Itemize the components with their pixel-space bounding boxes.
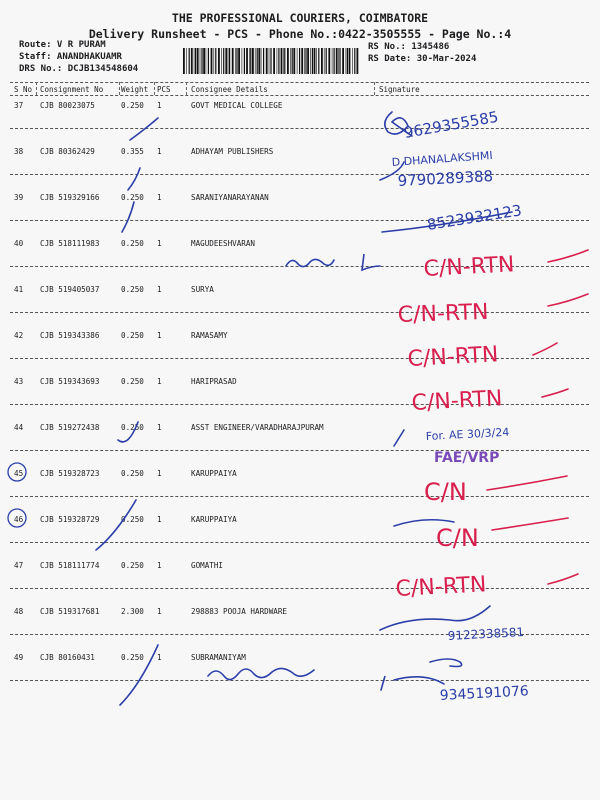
barcode-bar	[316, 48, 317, 74]
rtn-mark: C/N-RTN	[395, 572, 487, 602]
barcode-bar	[238, 48, 240, 74]
col-divider	[374, 82, 375, 95]
serial-number: 43	[14, 377, 24, 386]
handwritten-phone: 9629355585	[402, 107, 500, 142]
pieces-count: 1	[157, 561, 162, 570]
row-divider	[10, 404, 589, 405]
consignment-number: CJB 519328729	[40, 515, 100, 524]
barcode-bar	[293, 48, 295, 74]
barcode-bar	[229, 48, 230, 74]
serial-number: 38	[14, 147, 24, 156]
col-divider	[36, 82, 37, 95]
barcode-bar	[290, 48, 291, 74]
barcode-bar	[228, 48, 229, 74]
row-divider	[10, 450, 589, 451]
barcode-bar	[255, 48, 256, 74]
barcode-bar	[326, 48, 327, 74]
row-divider	[10, 542, 589, 543]
header-rule-bottom	[10, 95, 589, 96]
barcode-bar	[312, 48, 313, 74]
pieces-count: 1	[157, 423, 162, 432]
consignee-name: MAGUDEESHVARAN	[191, 239, 256, 248]
consignment-number: CJB 518111774	[40, 561, 100, 570]
company-title: THE PROFESSIONAL COURIERS, COIMBATORE	[171, 11, 429, 25]
handwritten-note: For. AE 30/3/24	[425, 425, 510, 443]
barcode-bar	[324, 48, 325, 74]
consignment-number: CJB 80160431	[40, 653, 95, 662]
pieces-count: 1	[157, 331, 162, 340]
barcode-bar	[194, 48, 195, 74]
barcode-bar	[318, 48, 319, 74]
weight-value: 2.300	[121, 607, 144, 616]
office-stamp: FAE/VRP	[434, 450, 500, 466]
barcode-bar	[336, 48, 338, 74]
barcode-bar	[283, 48, 284, 74]
runsheet-subtitle: Delivery Runsheet - PCS - Phone No.:0422-3505555 - Page No.:4	[88, 27, 512, 41]
barcode-bar	[186, 48, 187, 74]
barcode	[183, 48, 361, 74]
pieces-count: 1	[157, 469, 162, 478]
handwritten-phone: 9345191076	[439, 683, 530, 704]
column-header-sno: S No	[14, 85, 33, 94]
barcode-bar	[349, 48, 351, 74]
barcode-bar	[357, 48, 359, 74]
table-row	[0, 561, 600, 607]
barcode-bar	[270, 48, 271, 74]
consignee-name: ASST ENGINEER/VARADHARAJPURAM	[191, 423, 324, 432]
table-row	[0, 515, 600, 561]
barcode-bar	[183, 48, 185, 74]
serial-number: 47	[14, 561, 24, 570]
consignment-number: CJB 519329166	[40, 193, 100, 202]
row-divider	[10, 680, 589, 681]
barcode-bar	[277, 48, 278, 74]
handwritten-phone: 9122338581	[447, 625, 525, 643]
row-divider	[10, 266, 589, 267]
consignee-name: GOVT MEDICAL COLLEGE	[191, 101, 283, 110]
serial-number: 48	[14, 607, 24, 616]
barcode-bar	[339, 48, 340, 74]
pieces-count: 1	[157, 193, 162, 202]
cn-mark: C/N	[424, 478, 467, 506]
pieces-count: 1	[157, 607, 162, 616]
barcode-bar	[278, 48, 279, 74]
barcode-bar	[252, 48, 254, 74]
weight-value: 0.250	[121, 423, 144, 432]
staff-label: Staff: ANANDHAKUAMR	[19, 52, 122, 62]
table-row	[0, 239, 600, 285]
barcode-bar	[195, 48, 196, 74]
barcode-bar	[218, 48, 220, 74]
barcode-bar	[307, 48, 309, 74]
route-label: Route: V R PURAM	[19, 40, 106, 50]
barcode-bar	[257, 48, 258, 74]
pieces-count: 1	[157, 377, 162, 386]
barcode-bar	[321, 48, 323, 74]
rtn-mark: C/N-RTN	[397, 299, 489, 328]
table-row	[0, 193, 600, 239]
table-row	[0, 653, 600, 699]
barcode-bar	[304, 48, 305, 74]
barcode-bar	[347, 48, 348, 74]
pieces-count: 1	[157, 653, 162, 662]
weight-value: 0.250	[121, 285, 144, 294]
barcode-bar	[197, 48, 199, 74]
consignee-name: SARANIYANARAYANAN	[191, 193, 269, 202]
weight-value: 0.250	[121, 239, 144, 248]
consignee-name: HARIPRASAD	[191, 377, 237, 386]
rs-date: RS Date: 30-Mar-2024	[368, 54, 477, 64]
header-rule-top	[10, 82, 589, 83]
serial-number: 44	[14, 423, 24, 432]
pieces-count: 1	[157, 515, 162, 524]
barcode-bar	[200, 48, 201, 74]
consignee-name: RAMASAMY	[191, 331, 228, 340]
barcode-bar	[266, 48, 268, 74]
barcode-bar	[281, 48, 283, 74]
column-header-signature: Signature	[379, 85, 420, 94]
table-row	[0, 101, 600, 147]
column-header-weight: Weight	[121, 85, 149, 94]
consignment-number: CJB 519343693	[40, 377, 100, 386]
barcode-bar	[246, 48, 248, 74]
serial-number: 37	[14, 101, 24, 110]
barcode-bar	[232, 48, 234, 74]
handwritten-name: D.DHANALAKSHMI	[391, 148, 494, 169]
barcode-bar	[201, 48, 202, 74]
weight-value: 0.250	[121, 331, 144, 340]
column-header-consignment: Consignment No	[40, 85, 104, 94]
consignment-number: CJB 519405037	[40, 285, 100, 294]
column-header-consignee: Consignee Details	[191, 85, 268, 94]
serial-number: 41	[14, 285, 24, 294]
pieces-count: 1	[157, 285, 162, 294]
weight-value: 0.250	[121, 561, 144, 570]
consignment-number: CJB 519317681	[40, 607, 100, 616]
weight-value: 0.250	[121, 377, 144, 386]
consignment-number: CJB 518111983	[40, 239, 100, 248]
table-row	[0, 377, 600, 423]
barcode-bar	[191, 48, 193, 74]
weight-value: 0.250	[121, 193, 144, 202]
consignment-number: CJB 80023075	[40, 101, 95, 110]
barcode-bar	[236, 48, 237, 74]
consignee-name: KARUPPAIYA	[191, 515, 237, 524]
barcode-bar	[346, 48, 347, 74]
barcode-bar	[235, 48, 236, 74]
barcode-bar	[249, 48, 250, 74]
column-header-pcs: PCS	[157, 85, 171, 94]
table-row	[0, 607, 600, 653]
weight-value: 0.250	[121, 469, 144, 478]
weight-value: 0.355	[121, 147, 144, 156]
row-divider	[10, 220, 589, 221]
handwritten-phone: 8523932123	[425, 201, 523, 234]
barcode-bar	[189, 48, 190, 74]
barcode-bar	[305, 48, 306, 74]
pieces-count: 1	[157, 147, 162, 156]
barcode-bar	[334, 48, 335, 74]
weight-value: 0.250	[121, 515, 144, 524]
barcode-bar	[223, 48, 224, 74]
barcode-bar	[206, 48, 207, 74]
barcode-bar	[258, 48, 260, 74]
barcode-bar	[310, 48, 311, 74]
table-row	[0, 147, 600, 193]
barcode-bar	[338, 48, 339, 74]
barcode-bar	[215, 48, 216, 74]
consignment-number: CJB 519328723	[40, 469, 100, 478]
barcode-bar	[354, 48, 355, 74]
rtn-mark: C/N-RTN	[423, 252, 515, 282]
col-divider	[154, 82, 155, 95]
col-divider	[186, 82, 187, 95]
consignment-number: CJB 80362429	[40, 147, 95, 156]
consignee-name: SUBRAMANIYAM	[191, 653, 246, 662]
pieces-count: 1	[157, 239, 162, 248]
barcode-bar	[328, 48, 330, 74]
barcode-bar	[292, 48, 293, 74]
barcode-bar	[273, 48, 275, 74]
barcode-bar	[250, 48, 251, 74]
consignee-name: KARUPPAIYA	[191, 469, 237, 478]
barcode-bar	[332, 48, 333, 74]
row-divider	[10, 588, 589, 589]
cn-mark: C/N	[436, 524, 479, 552]
serial-number: 39	[14, 193, 24, 202]
row-divider	[10, 634, 589, 635]
drs-number: DRS No.: DCJB134548604	[19, 64, 139, 74]
barcode-bar	[299, 48, 300, 74]
barcode-bar	[203, 48, 205, 74]
row-divider	[10, 312, 589, 313]
consignee-name: SURYA	[191, 285, 214, 294]
barcode-bar	[287, 48, 289, 74]
barcode-bar	[269, 48, 270, 74]
consignee-name: ADHAYAM PUBLISHERS	[191, 147, 274, 156]
pieces-count: 1	[157, 101, 162, 110]
barcode-bar	[221, 48, 222, 74]
table-row	[0, 331, 600, 377]
barcode-bar	[352, 48, 353, 74]
barcode-bar	[263, 48, 264, 74]
serial-number: 49	[14, 653, 24, 662]
consignment-number: CJB 519272438	[40, 423, 100, 432]
serial-number: 46	[14, 515, 24, 524]
row-divider	[10, 174, 589, 175]
barcode-bar	[301, 48, 303, 74]
col-divider	[119, 82, 120, 95]
table-row	[0, 423, 600, 469]
barcode-bar	[342, 48, 344, 74]
handwritten-phone: 9790289388	[397, 167, 494, 190]
row-divider	[10, 128, 589, 129]
weight-value: 0.250	[121, 653, 144, 662]
barcode-bar	[214, 48, 215, 74]
barcode-bar	[211, 48, 213, 74]
serial-number: 42	[14, 331, 24, 340]
barcode-bar	[208, 48, 209, 74]
weight-value: 0.250	[121, 101, 144, 110]
barcode-bar	[261, 48, 262, 74]
rtn-mark: C/N-RTN	[407, 342, 499, 372]
barcode-bar	[242, 48, 243, 74]
serial-number: 40	[14, 239, 24, 248]
rtn-mark: C/N-RTN	[411, 386, 503, 416]
barcode-bar	[314, 48, 316, 74]
barcode-bar	[244, 48, 245, 74]
table-row	[0, 285, 600, 331]
row-divider	[10, 358, 589, 359]
serial-number: 45	[14, 469, 24, 478]
barcode-bar	[297, 48, 298, 74]
consignee-name: 298883 POOJA HARDWARE	[191, 607, 288, 616]
consignee-name: GOMATHI	[191, 561, 224, 570]
barcode-bar	[284, 48, 285, 74]
barcode-bar	[225, 48, 227, 74]
row-divider	[10, 496, 589, 497]
rs-number: RS No.: 1345486	[368, 42, 450, 52]
table-row	[0, 469, 600, 515]
consignment-number: CJB 519343386	[40, 331, 100, 340]
